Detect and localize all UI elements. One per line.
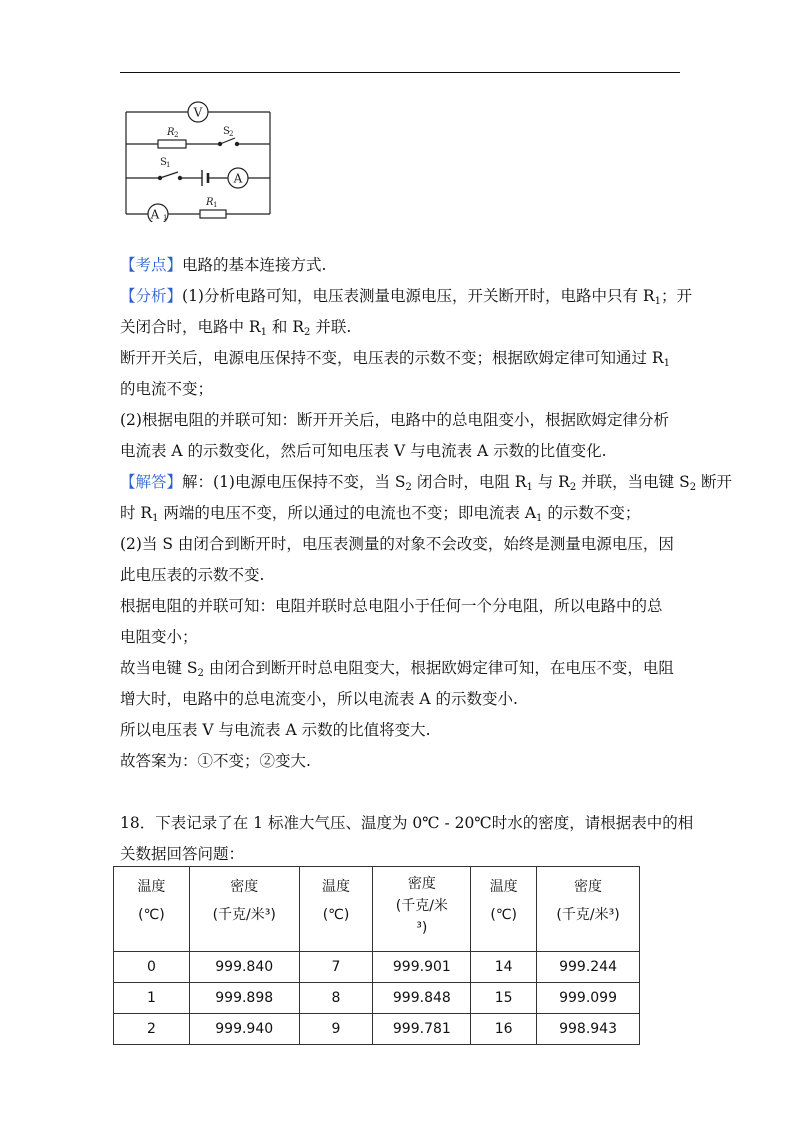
table-cell: 15 [471, 983, 537, 1014]
table-cell: 999.099 [537, 983, 640, 1014]
jieda-text-1b: 闭合时，电阻 R [411, 473, 527, 491]
fenxi-text-2b: 和 R [266, 318, 305, 336]
resistor-r2-icon [158, 140, 186, 148]
jieda-text-7b: 由闭合到断开时总电阻变大，根据欧姆定律可知，在电压不变，电阻 [203, 659, 674, 677]
header-density-label: 密度 [407, 876, 436, 892]
table-cell: 7 [299, 952, 373, 983]
subscript: 2 [304, 327, 311, 338]
header-density-unit-b: ³) [416, 920, 428, 936]
header-density [537, 867, 640, 952]
subscript: 1 [663, 358, 670, 369]
table-row [114, 983, 640, 1014]
jieda-line-4: 此电压表的示数不变. [120, 566, 265, 584]
jieda-text-7a: 故当电键 S [120, 659, 198, 677]
subscript: 2 [197, 668, 204, 679]
r2-label: R [167, 127, 175, 138]
table-cell: 999.898 [189, 983, 299, 1014]
fenxi-text-3a: 断开开关后，电源电压保持不变，电压表的示数不变；根据欧姆定律可知通过 R [120, 349, 664, 367]
jieda-text-1c: 与 R [532, 473, 570, 491]
s1-sub: 1 [166, 161, 171, 169]
jieda-text-1a: 解：(1)电源电压保持不变，当 S [182, 473, 406, 491]
table-row [114, 952, 640, 983]
table-cell: 9 [299, 1014, 373, 1045]
header-temp [299, 867, 373, 952]
jieda-line-9: 所以电压表 V 与电流表 A 示数的比值将变大. [120, 721, 431, 739]
kaodian-text: 电路的基本连接方式. [182, 256, 327, 274]
header-temp-label: 温度 [322, 879, 351, 895]
fenxi-text-2a: 关闭合时，电路中 R [120, 318, 261, 336]
header-temp-unit: (℃) [138, 907, 165, 923]
fenxi-text-2c: 并联. [310, 318, 352, 336]
fenxi-line-6: 电流表 A 的示数变化，然后可知电压表 V 与电流表 A 示数的比值变化. [120, 442, 607, 460]
jieda-line-10: 故答案为：①不变；②变大. [120, 752, 311, 770]
header-density [189, 867, 299, 952]
jieda-text-2c: 的示数不变； [542, 504, 641, 522]
s1-label: S [160, 157, 167, 168]
header-density-label: 密度 [574, 879, 603, 895]
table-cell: 2 [114, 1014, 190, 1045]
s2-sub: 2 [229, 130, 234, 138]
voltmeter-label: V [193, 105, 203, 120]
jieda-line-8: 增大时，电路中的总电流变小，所以电流表 A 的示数变小. [120, 690, 518, 708]
subscript: 1 [526, 482, 533, 493]
table-cell: 14 [471, 952, 537, 983]
subscript: 1 [654, 296, 661, 307]
jieda-line-7 [120, 657, 685, 679]
header-density-unit: (千克/米³) [212, 907, 276, 923]
jieda-line-2 [120, 502, 685, 524]
ammeter-a1-label: A [150, 207, 160, 222]
resistor-r1-icon [200, 210, 226, 218]
jieda-text-1e: 断开 [696, 473, 733, 491]
header-temp-unit: (℃) [322, 907, 350, 923]
table-cell: 999.244 [537, 952, 640, 983]
fenxi-line-3 [120, 347, 685, 369]
header-temp [471, 867, 537, 952]
table-row [114, 1014, 640, 1045]
fenxi-line-5: (2)根据电阻的并联可知：断开开关后，电路中的总电阻变小，根据欧姆定律分析 [120, 411, 669, 429]
header-density-unit-a: (千克/米 [395, 898, 448, 914]
table-cell: 999.901 [373, 952, 471, 983]
subscript: 1 [260, 327, 267, 338]
header-density-unit: (千克/米³) [556, 907, 620, 923]
battery-icon [202, 170, 208, 186]
r1-label: R [206, 197, 214, 208]
table-cell: 8 [299, 983, 373, 1014]
kaodian-line [120, 254, 685, 276]
r1-sub: 1 [213, 201, 218, 209]
question-18-line-2: 关数据回答问题： [120, 845, 245, 863]
jieda-line-5: 根据电阻的并联可知：电阻并联时总电阻小于任何一个分电阻，所以电路中的总 [120, 597, 663, 615]
header-temp-unit: (℃) [490, 907, 518, 923]
subscript: 1 [152, 513, 159, 524]
subscript: 2 [569, 482, 577, 493]
header-rule [120, 72, 680, 73]
s2-label: S [223, 126, 230, 137]
ammeter-label: A [233, 171, 243, 186]
ammeter-a1-sub: 1 [163, 214, 168, 222]
jieda-line-6: 电阻变小； [120, 628, 198, 646]
jieda-text-2b: 两端的电压不变，所以通过的电流也不变；即电流表 A [158, 504, 537, 522]
density-table [113, 866, 640, 1045]
fenxi-line-2 [120, 316, 685, 338]
header-density-label: 密度 [230, 879, 259, 895]
header-temp-label: 温度 [489, 879, 518, 895]
fenxi-text-1b: ；开 [660, 287, 692, 305]
question-18-line-1: 18．下表记录了在 1 标准大气压、温度为 0℃ - 20℃时水的密度，请根据表中的相 [120, 814, 694, 832]
subscript: 1 [536, 513, 543, 524]
table-cell: 999.940 [189, 1014, 299, 1045]
jieda-line-1 [120, 471, 733, 493]
header-temp-label: 温度 [137, 879, 166, 895]
header-density [373, 867, 471, 952]
circuit-diagram [120, 92, 280, 222]
kaodian-tag: 【考点】 [120, 256, 183, 274]
table-cell: 999.848 [373, 983, 471, 1014]
jieda-text-2a: 时 R [120, 504, 153, 522]
subscript: 2 [405, 482, 412, 493]
fenxi-line-4: 的电流不变； [120, 380, 214, 398]
table-cell: 999.781 [373, 1014, 471, 1045]
fenxi-tag: 【分析】 [120, 287, 183, 305]
subscript: 2 [689, 482, 697, 493]
jieda-tag: 【解答】 [120, 473, 183, 491]
r2-sub: 2 [174, 131, 179, 139]
table-cell: 998.943 [537, 1014, 640, 1045]
fenxi-text-1a: (1)分析电路可知，电压表测量电源电压，开关断开时，电路中只有 R [182, 287, 655, 305]
fenxi-line-1 [120, 285, 692, 307]
table-cell: 1 [114, 983, 190, 1014]
header-temp [114, 867, 190, 952]
table-cell: 0 [114, 952, 190, 983]
jieda-line-3: (2)当 S 由闭合到断开时，电压表测量的对象不会改变，始终是测量电源电压，因 [120, 535, 674, 553]
table-cell: 999.840 [189, 952, 299, 983]
table-header-row [114, 867, 640, 952]
jieda-text-1d: 并联，当电键 S [576, 473, 690, 491]
table-cell: 16 [471, 1014, 537, 1045]
